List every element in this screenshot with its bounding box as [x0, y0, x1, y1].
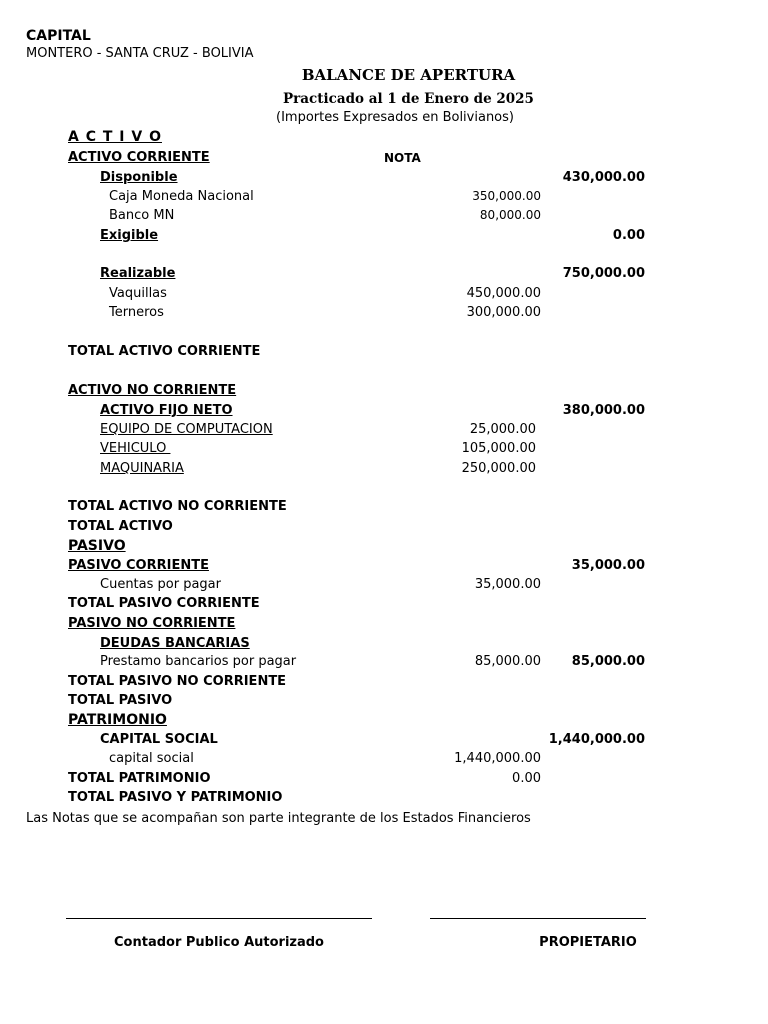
pasivo-corriente-heading: PASIVO CORRIENTE	[68, 558, 209, 573]
signature-line-right	[430, 918, 646, 919]
total-patrimonio-value: 0.00	[512, 771, 541, 786]
exigible-heading: Exigible	[100, 228, 159, 243]
capital-social-total: 1,440,000.00	[548, 732, 645, 747]
total-pasivo: TOTAL PASIVO	[68, 693, 173, 708]
disponible-total: 430,000.00	[562, 170, 645, 185]
fixed-asset-value: 25,000.00	[469, 422, 536, 437]
fixed-asset-label: VEHICULO	[100, 441, 171, 456]
total-activo-no-corriente: TOTAL ACTIVO NO CORRIENTE	[68, 499, 287, 514]
prestamo-label: Prestamo bancarios por pagar	[100, 654, 297, 669]
realizable-total: 750,000.00	[562, 266, 645, 281]
notes-statement: Las Notas que se acompañan son parte integrante de los Estados Financieros	[26, 811, 531, 826]
total-patrimonio-label: TOTAL PATRIMONIO	[68, 771, 211, 786]
pasivo-corriente-total: 35,000.00	[571, 558, 645, 573]
capital-social-heading: CAPITAL SOCIAL	[100, 732, 218, 747]
activo-fijo-neto-total: 380,000.00	[562, 403, 645, 418]
disponible-item-value: 80,000.00	[479, 208, 541, 222]
cuentas-por-pagar-value: 35,000.00	[474, 577, 541, 592]
company-location: MONTERO - SANTA CRUZ - BOLIVIA	[26, 46, 254, 61]
disponible-item-label: Caja Moneda Nacional	[109, 189, 254, 204]
nota-column-header: NOTA	[384, 151, 421, 165]
signature-label-left: Contador Publico Autorizado	[114, 935, 324, 950]
disponible-heading: Disponible	[100, 170, 178, 185]
activo-corriente-heading: ACTIVO CORRIENTE	[68, 150, 210, 165]
activo-heading: A C T I V O	[68, 129, 162, 145]
pasivo-heading: PASIVO	[68, 538, 126, 554]
realizable-heading: Realizable	[100, 266, 176, 281]
fixed-asset-label: EQUIPO DE COMPUTACION	[100, 422, 273, 437]
activo-fijo-neto-heading: ACTIVO FIJO NETO	[100, 403, 233, 418]
prestamo-value: 85,000.00	[474, 654, 541, 669]
fixed-asset-label: MAQUINARIA	[100, 461, 184, 476]
realizable-item-label: Vaquillas	[109, 286, 167, 301]
total-pasivo-y-patrimonio: TOTAL PASIVO Y PATRIMONIO	[68, 790, 283, 805]
signature-line-left	[66, 918, 372, 919]
realizable-item-value: 450,000.00	[466, 286, 541, 301]
total-activo-corriente: TOTAL ACTIVO CORRIENTE	[68, 344, 261, 359]
capital-social-value: 1,440,000.00	[454, 751, 541, 766]
cuentas-por-pagar-label: Cuentas por pagar	[100, 577, 221, 592]
disponible-item-value: 350,000.00	[472, 189, 541, 203]
patrimonio-heading: PATRIMONIO	[68, 712, 167, 728]
prestamo-total: 85,000.00	[571, 654, 645, 669]
capital-social-label: capital social	[109, 751, 194, 766]
total-activo: TOTAL ACTIVO	[68, 519, 173, 534]
activo-no-corriente-heading: ACTIVO NO CORRIENTE	[68, 383, 237, 398]
total-pasivo-corriente: TOTAL PASIVO CORRIENTE	[68, 596, 260, 611]
currency-note: (Importes Expresados en Bolivianos)	[276, 110, 514, 125]
total-pasivo-no-corriente: TOTAL PASIVO NO CORRIENTE	[68, 674, 287, 689]
fixed-asset-value: 105,000.00	[461, 441, 536, 456]
exigible-total: 0.00	[612, 228, 645, 243]
document-title: BALANCE DE APERTURA	[301, 66, 516, 84]
pasivo-no-corriente-heading: PASIVO NO CORRIENTE	[68, 616, 236, 631]
document-date-line: Practicado al 1 de Enero de 2025	[283, 91, 534, 107]
fixed-asset-value: 250,000.00	[461, 461, 536, 476]
disponible-item-label: Banco MN	[109, 208, 175, 223]
deudas-bancarias-heading: DEUDAS BANCARIAS	[100, 636, 250, 651]
realizable-item-label: Terneros	[109, 305, 164, 320]
realizable-item-value: 300,000.00	[466, 305, 541, 320]
signature-label-right: PROPIETARIO	[539, 935, 637, 950]
company-name: CAPITAL	[26, 28, 91, 44]
